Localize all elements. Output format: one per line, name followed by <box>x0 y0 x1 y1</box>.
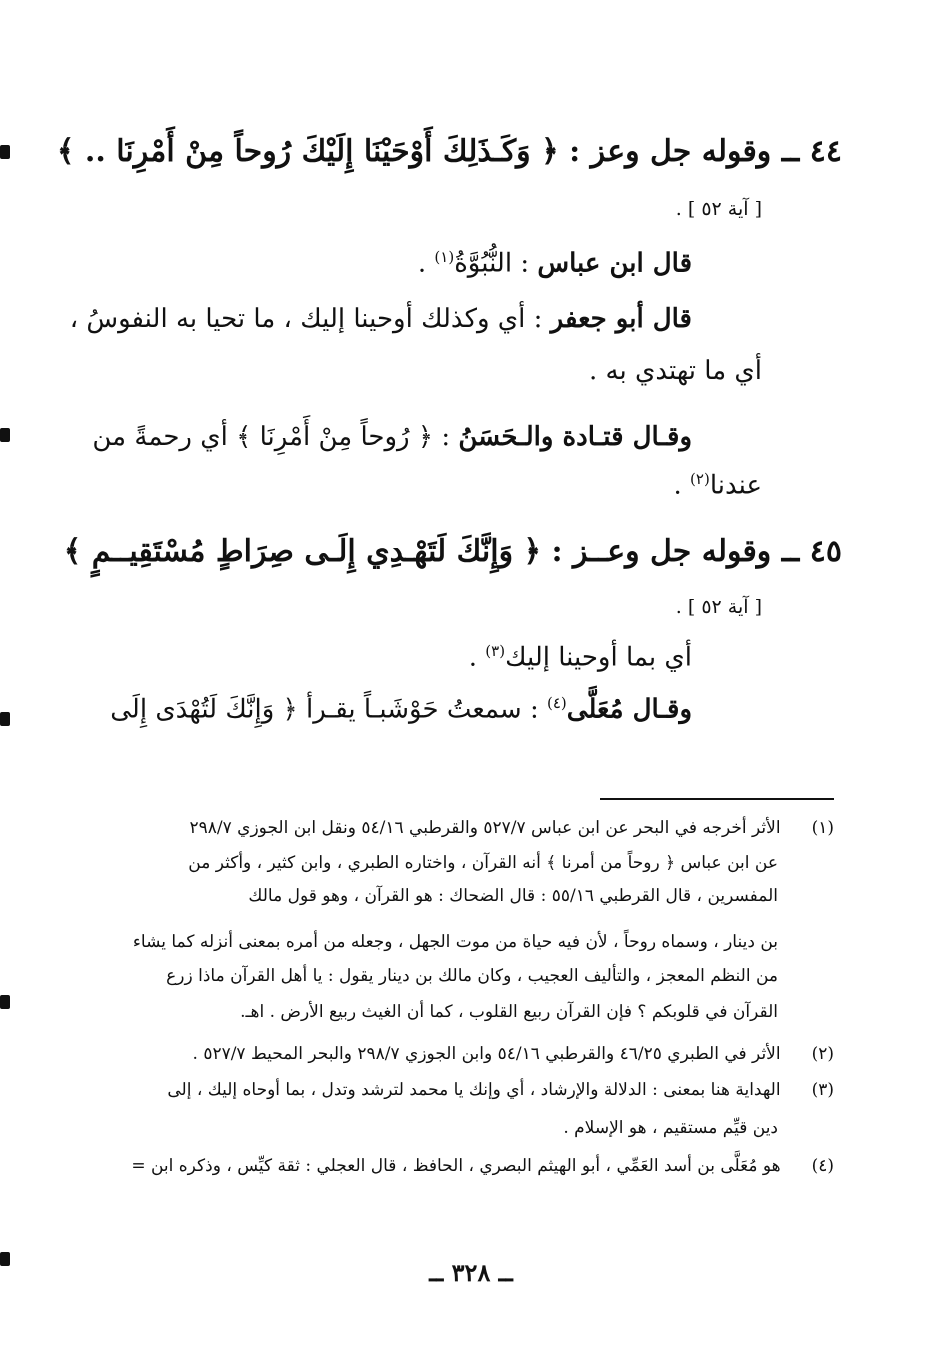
footnote-3-line-2: دين قيِّم مستقيم ، هو الإسلام . <box>563 1118 778 1138</box>
footnote-4-line-1 <box>131 1156 834 1176</box>
mualla-line <box>110 694 692 725</box>
quote-text: : أي وكذلك أوحينا إليك ، ما تحيا به النفوسُ ، <box>69 304 543 334</box>
speaker-name: قال ابن عباس <box>537 248 692 279</box>
line-end: . <box>673 470 682 501</box>
speaker-name: وقـال مُعَلَّى <box>566 694 692 725</box>
footnote-ref: (١) <box>434 248 455 266</box>
entry-number: ٤٥ <box>809 534 842 569</box>
footnote-ref: (٣) <box>485 642 506 660</box>
footnote-number: (١) <box>811 818 834 838</box>
footnote-2-line-1 <box>193 1044 835 1064</box>
abu-jafar-line <box>70 304 692 334</box>
ayah-reference: [ آية ٥٢ ] . <box>675 596 762 618</box>
abu-jafar-continuation: أي ما تهتدي به . <box>589 356 762 386</box>
footnote-1-line-1 <box>189 818 834 838</box>
entry-44-heading <box>57 134 842 169</box>
line-end: . <box>417 248 427 279</box>
footnote-number: (٢) <box>811 1044 834 1064</box>
entry-45-heading <box>64 534 842 569</box>
speaker-name: وقـال قتـادة والـحَسَنُ <box>458 422 692 452</box>
quote-text: عندنا <box>709 470 762 501</box>
speaker-name: قال أبو جعفر <box>550 304 692 334</box>
page-number: ــ ٣٢٨ ــ <box>429 1258 513 1287</box>
ayah-reference: [ آية ٥٢ ] . <box>675 198 762 220</box>
entry-text: ــ وقوله جل وعــز : ﴿ وَإِنَّكَ لَتَهْـدِي إِلَـى صِرَاطٍ مُسْتَقِيــمٍ ﴾ <box>63 534 800 569</box>
footnote-1-line-2: عن ابن عباس ﴿ روحاً من أمرنا ﴾ أنه القرآن ، واختاره الطبري ، وابن كثير ، وأكثر من <box>188 853 778 873</box>
ibn-abbas-line <box>418 248 692 279</box>
footnote-separator <box>600 798 834 800</box>
footnote-text: الأثر أخرجه في البحر عن ابن عباس ٥٢٧/٧ والقرطبي ٥٤/١٦ ونقل ابن الجوزي ٢٩٨/٧ <box>189 818 781 838</box>
quote-text: : النُّبُوَّةُ <box>454 248 530 279</box>
quote-text: : ﴿ رُوحاً مِنْ أَمْرِنَا ﴾ أي رحمةً من <box>92 422 451 452</box>
footnote-text: الهداية هنا بمعنى : الدلالة والإرشاد ، أي وإنك يا محمد لترشد وتدل ، بما أوحاه إليك ، إلى <box>167 1080 781 1100</box>
explanation-45 <box>469 642 692 673</box>
margin-mark <box>0 428 10 442</box>
qatada-continuation <box>674 470 762 501</box>
footnote-text: هو مُعَلَّى بن أسد العَمِّي ، أبو الهيثم البصري ، الحافظ ، قال العجلي : ثقة كيِّس ، وذكره ابن = <box>131 1156 781 1176</box>
quote-text: أي بما أوحينا إليك <box>505 642 692 673</box>
footnote-ref: (٢) <box>690 470 710 488</box>
margin-mark <box>0 712 10 726</box>
footnote-number: (٣) <box>811 1080 834 1100</box>
margin-mark <box>0 145 10 159</box>
footnote-1-line-3: المفسرين ، قال القرطبي ٥٥/١٦ : قال الضحاك : هو القرآن ، وهو قول مالك <box>248 886 778 906</box>
quote-text: : سمعتُ حَوْشَبـاً يقـرأ ﴿ وَإِنَّكَ لَتُهْدَى إِلَى <box>110 694 539 725</box>
margin-mark <box>0 995 10 1009</box>
entry-text: ــ وقوله جل وعز : ﴿ وَكَـذَلِكَ أَوْحَيْنَا إِلَيْكَ رُوحاً مِنْ أَمْرِنَا .. ﴾ <box>56 134 800 169</box>
footnote-ref: (٤) <box>547 694 567 712</box>
footnote-text: الأثر في الطبري ٤٦/٢٥ والقرطبي ٥٤/١٦ وابن الجوزي ٢٩٨/٧ والبحر المحيط ٥٢٧/٧ . <box>192 1044 781 1064</box>
qatada-line <box>92 422 692 452</box>
footnote-1-line-5: من النظم المعجز ، والتأليف العجيب ، وكان مالك بن دينار يقول : يا أهل القرآن ماذا زرع <box>166 966 778 986</box>
footnote-1-line-6: القرآن في قلوبكم ؟ فإن القرآن ربيع القلوب ، كما أن الغيث ربيع الأرض . اهـ. <box>240 1002 778 1022</box>
footnote-3-line-1 <box>167 1080 834 1100</box>
footnote-1-line-4: بن دينار ، وسماه روحاً ، لأن فيه حياة من موت الجهل ، وجعله من أمره بمعنى أنزله كما يشاء <box>132 932 778 952</box>
footnote-number: (٤) <box>811 1156 834 1176</box>
line-end: . <box>468 642 478 673</box>
entry-number: ٤٤ <box>809 134 842 169</box>
